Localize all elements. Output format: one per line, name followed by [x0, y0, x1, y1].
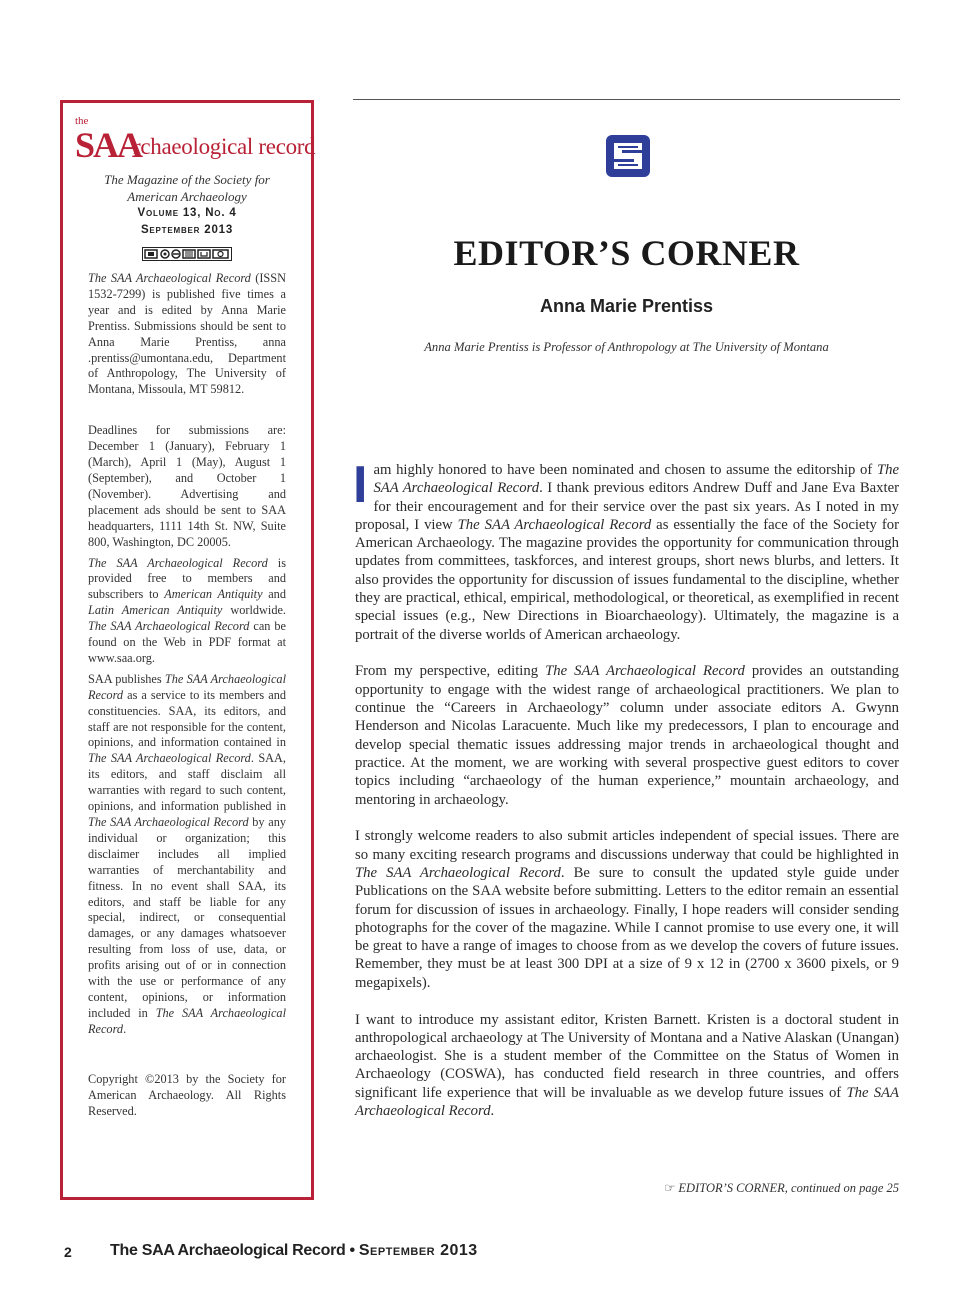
running-footer: [110, 1242, 478, 1260]
logo-title: rchaeological record: [133, 134, 316, 159]
text-span: SAA publishes: [88, 671, 165, 686]
magazine-title-ref: The SAA Archaeological Record: [88, 271, 251, 285]
footer-publication: The SAA Archaeological Record: [110, 1242, 346, 1259]
text-span: . Be sure to consult the updated style guide under Publications on the SAA website before submitting. Letters to the editor remain an essential forum for discussion of issues in archaeology. Finally, I hope readers will consider sending photographs for the cover of the magazine. While I cannot promise to use every one, it will be great to have a range of images to choose from as we develop the covers of future issues. Remember, they must be at least 300 DPI at a size of 9 x 12 in (2700 x 3600 pixels, or 9 megapixels).: [355, 864, 899, 991]
magazine-title-ref: The SAA Archaeological Record: [355, 1084, 899, 1119]
page-number: 2: [64, 1244, 72, 1260]
text-span: as a service to its members and constituencies. SAA, its editors, and staff are not responsible for the content, opinions, and information contained in: [88, 687, 286, 750]
article-body: [353, 456, 899, 1139]
footer-separator: •: [349, 1242, 355, 1259]
text-span: . I thank previous editors Andrew Duff and Jane Eva Baxter for their encouragement and for their service over the past six years. As I noted in my proposal, I view: [355, 480, 899, 533]
drop-cap: I: [353, 456, 368, 514]
footer-issue: September 2013: [358, 1242, 478, 1259]
paragraph-2: [355, 662, 899, 808]
magazine-title-ref: The SAA Archaeological Record: [88, 619, 250, 634]
continued-text: EDITOR’S CORNER, continued on page 25: [678, 1181, 899, 1195]
volume-number: Volume 13, No. 4: [137, 207, 237, 219]
magazine-title-ref: The SAA Archaeological Record: [88, 671, 286, 702]
issue-date: September 2013: [140, 224, 234, 236]
magazine-title-ref: The SAA Archaeological Record: [355, 864, 561, 881]
journal-title-ref: Latin American Antiquity: [88, 603, 223, 618]
text-span: .: [490, 1103, 495, 1119]
disclaimer: [88, 672, 286, 1038]
text-span: I want to introduce my assistant editor, Kristen Barnett. Kristen is a doctoral student in anthropological archaeology at The University of Montana and a Native Alaskan (Unangan) archaeologist. She is a student member of the Committee on the Status of Women in Archaeology (COSWA), has conducted field research in three countries, and offers significant life experience that will be invaluable as we develop future issues of: [355, 1011, 899, 1101]
article-title: EDITOR’S CORNER: [453, 233, 800, 273]
pointing-hand-icon: ☞: [664, 1181, 676, 1195]
text-span: . SAA, its editors, and staff disclaim all warranties with regard to such content, opinions, and information published in: [88, 751, 286, 814]
text-span: From my perspective, editing: [355, 663, 546, 680]
text-span: can be found on the Web in PDF format at www.saa.org.: [88, 619, 286, 665]
text-span: .: [123, 1021, 127, 1036]
deadlines-info: Deadlines for submissions are: December 1 (January), February 1 (March), April 1 (May), August 1 (September), and October 1 (November). Advertising and placement ads should be sent to SAA headquarters, 1111 14th St. NW, Suite 800, Washington, DC 20005.: [88, 423, 286, 549]
magazine-title-ref: The SAA Archaeological Record: [88, 555, 268, 570]
logo-saa: SAA: [75, 125, 142, 165]
saa-logo-icon: [604, 133, 652, 184]
author-bio: [353, 340, 900, 355]
copyright-notice: Copyright ©2013 by the Society for American Archaeology. All Rights Reserved.: [88, 1071, 286, 1118]
magazine-title-ref: The SAA Archaeological Record: [88, 815, 249, 829]
publication-info-text: (ISSN 1532-7299) is published five times a year and is edited by Anna Marie Prentiss. Submissions should be sent to Anna Marie Prentiss, anna .prentiss@umontana.edu, Department of Anthropology, The University of Montana, Missoula, MT 59812.: [88, 271, 286, 397]
text-span: by any individual or organization; this disclaimer includes all implied warranties of merchantability and fitness. In no event shall SAA, its editors, and staff be liable for any special, indirect, or consequential damages, or any damages whatsoever resulting from loss of use, data, or profits arising out of or in connection with the use or performance of any content, opinions, or information included in: [88, 815, 286, 1020]
magazine-title-ref: The SAA Archaeological Record: [545, 663, 745, 680]
magazine-title-ref: The SAA Archaeological Record: [88, 1005, 286, 1036]
paragraph-1: [353, 456, 899, 644]
paragraph-3: [355, 827, 899, 992]
magazine-subtitle: The Magazine of the Society for American Archaeology: [104, 172, 270, 204]
text-span: worldwide.: [222, 603, 286, 618]
publication-info: [88, 271, 286, 398]
decorative-glyph-band-icon: [88, 247, 286, 261]
masthead-sidebar: [60, 100, 314, 1200]
journal-title-ref: American Antiquity: [164, 587, 263, 602]
availability-info: [88, 556, 286, 667]
text-span: and: [262, 587, 286, 602]
text-span: I strongly welcome readers to also submit articles independent of special issues. There are so many exciting research programs and discussions underway that could be highlighted in: [355, 828, 899, 863]
magazine-title-ref: The SAA Archaeological Record: [457, 516, 652, 533]
continued-note: [664, 1180, 899, 1196]
text-span: The University of Montana: [692, 340, 829, 354]
text-span: as essentially the face of the Society for American Archaeology. The magazine provides the opportunity for communication through updates from committees, taskforces, and interest groups, short news blurbs, and letters. It also provides the opportunity for discussion of issues fundamental to the discipline, whether they are practical, ethical, empirical, methodological, or theoretical, as exemplified in recent special issues (e.g., New Directions in Bioarchaeology). Ultimately, the magazine is a portrait of the diverse worlds of American archaeology.: [355, 516, 899, 643]
paragraph-4: [355, 1011, 899, 1121]
header-rule: [353, 99, 900, 100]
magazine-title-ref: The SAA Archaeological Record: [373, 462, 899, 497]
logo-the: the: [75, 115, 89, 127]
text-span: Anna Marie Prentiss is Professor of Anthropology at: [424, 340, 693, 354]
text-span: is provided free to members and subscribers to: [88, 555, 286, 602]
text-span: am highly honored to have been nominated and chosen to assume the editorship of: [373, 462, 877, 478]
magazine-title-ref: The SAA Archaeological Record: [88, 751, 251, 766]
article-author: Anna Marie Prentiss: [539, 296, 714, 316]
magazine-logo: [75, 113, 316, 165]
text-span: provides an outstanding opportunity to engage with the widest range of archaeological practitioners. We plan to continue the “Careers in Archaeology” column under associate editors A. Gwynn Henderson and Nicolas Laracuente. Much like my predecessors, I plan to encourage and develop special thematic issues addressing major trends in archaeological thought and practice. At the moment, we are working with several prospective guest editors to cover topics including “archaeology of the human experience,” mountain archaeology, and mentoring in archaeology.: [355, 663, 899, 808]
